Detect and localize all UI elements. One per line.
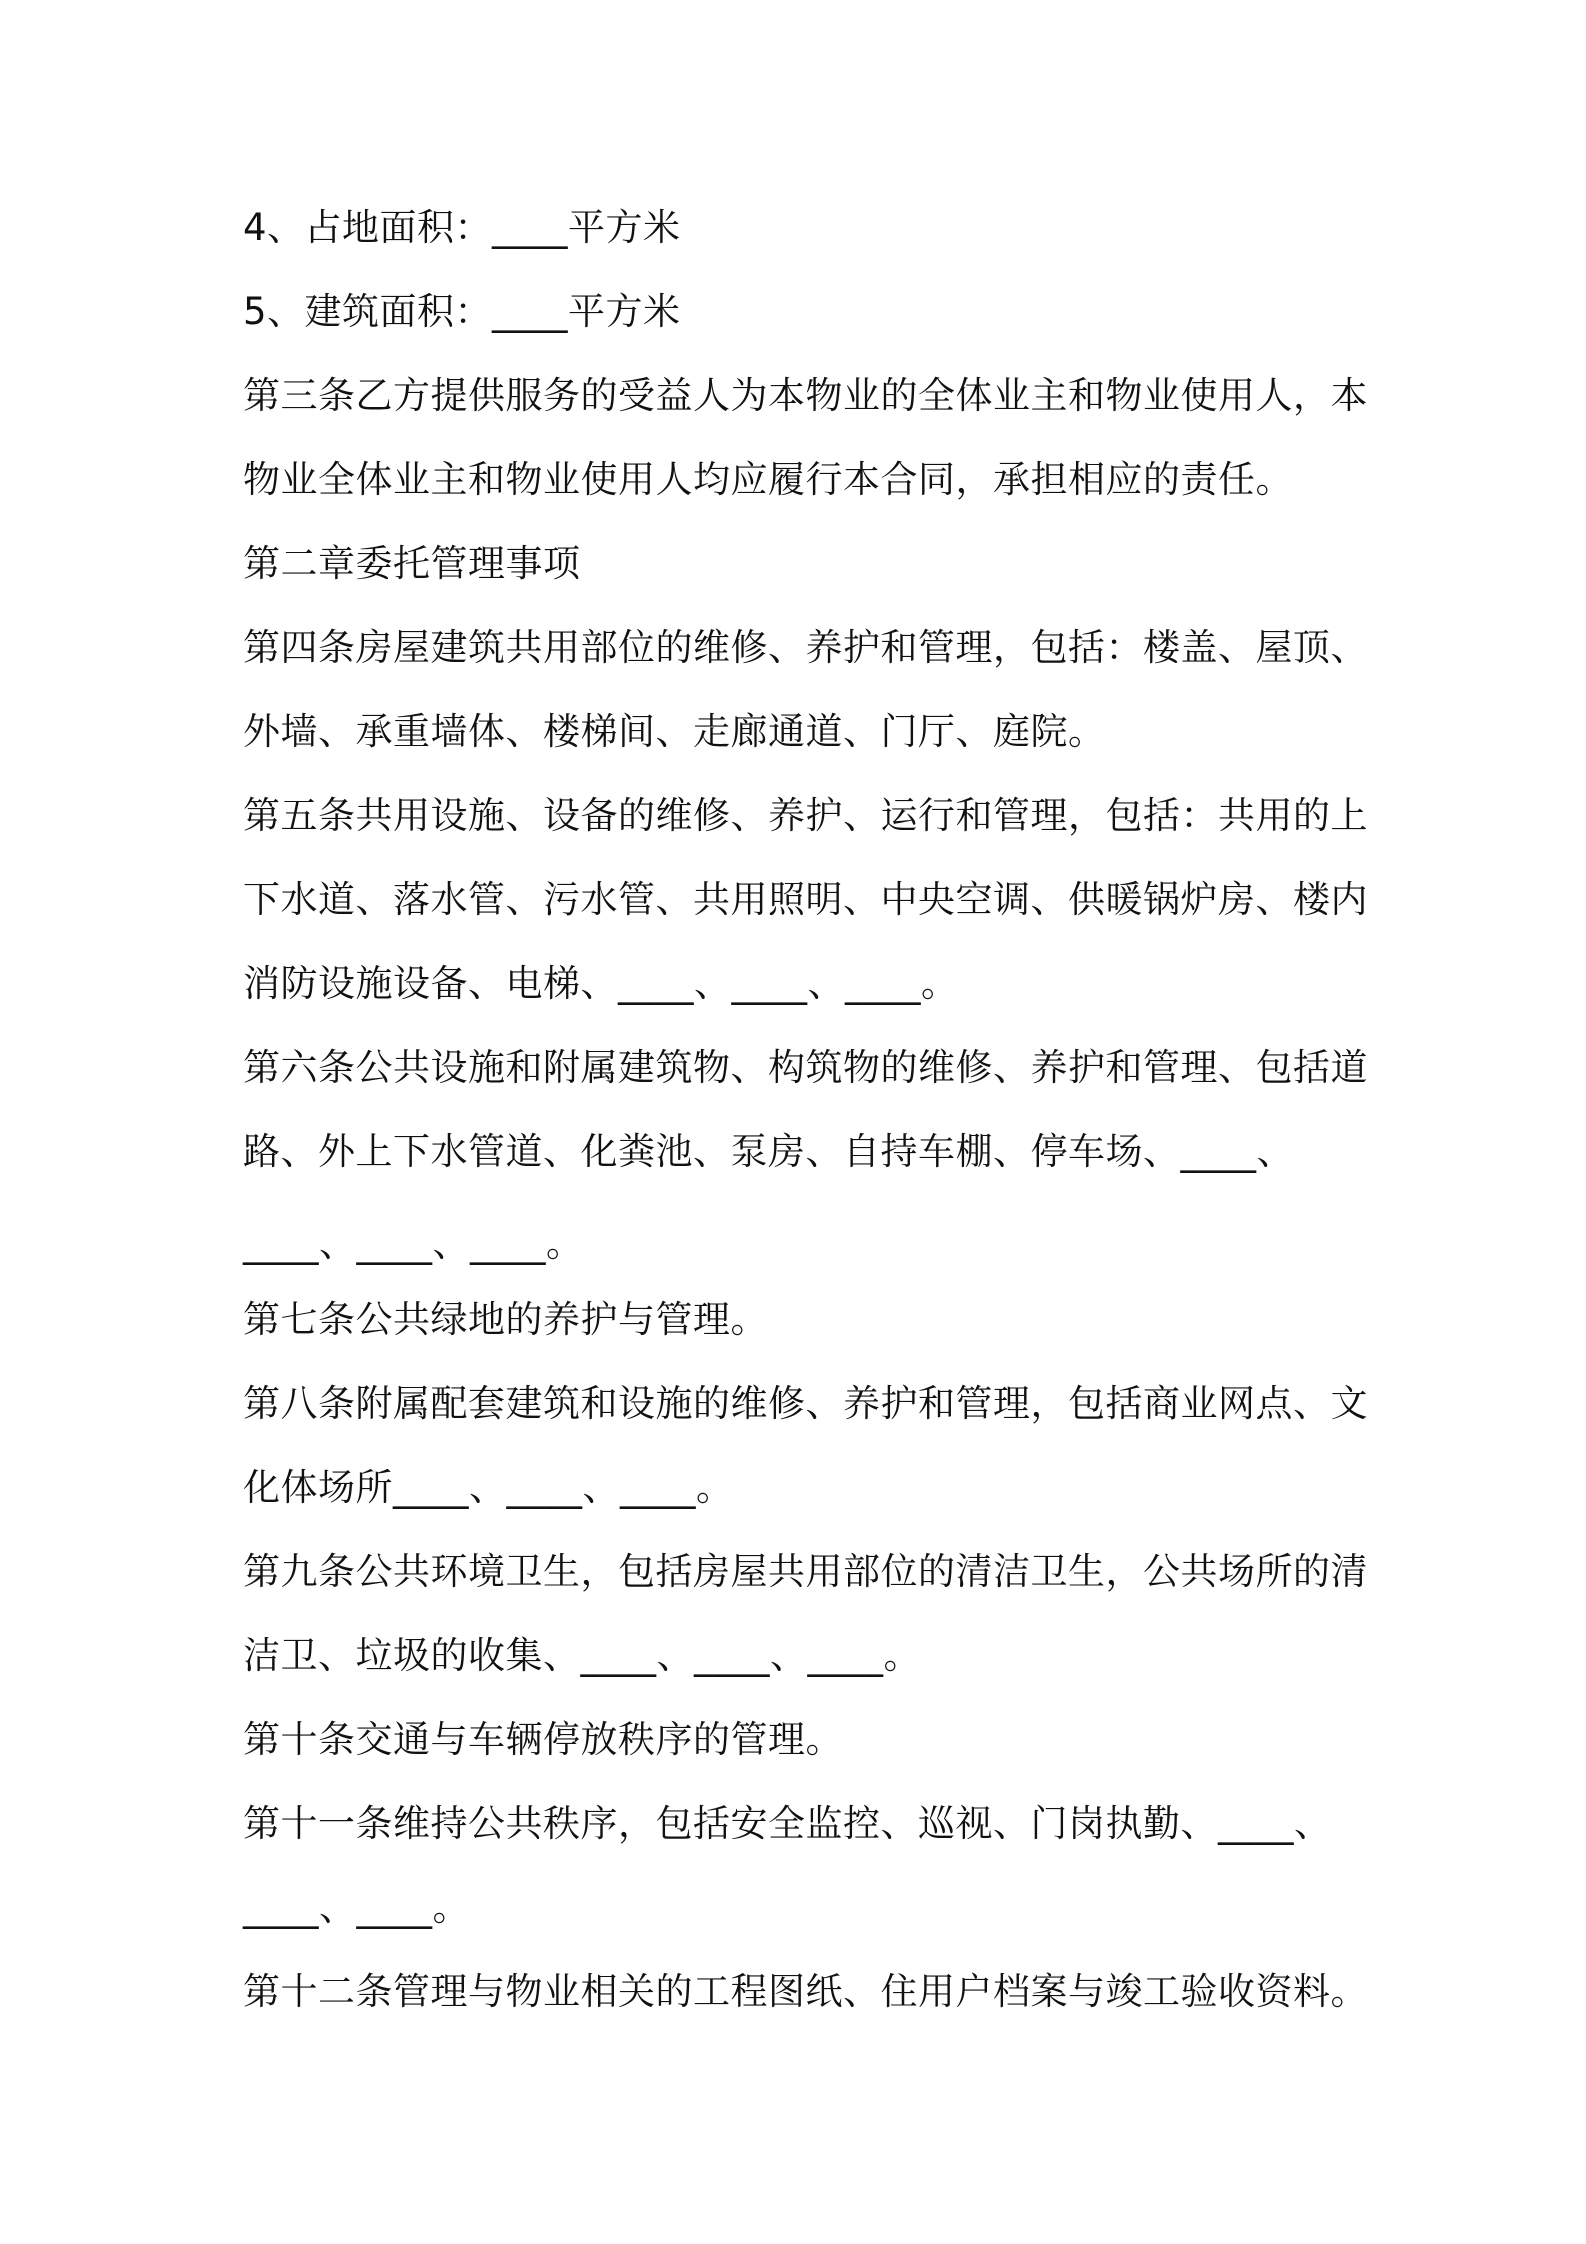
text-line-article-6-a: 第六条公共设施和附属建筑物、构筑物的维修、养护和管理、包括道	[243, 1046, 1368, 1089]
text-line-land-area: 4、占地面积：____平方米	[243, 206, 681, 249]
text-line-article-7: 第七条公共绿地的养护与管理。	[243, 1298, 768, 1341]
text-line-article-8-b: 化体场所____、____、____。	[243, 1466, 734, 1509]
text-line-article-5-b: 下水道、落水管、污水管、共用照明、中央空调、供暖锅炉房、楼内	[243, 878, 1368, 921]
text-line-building-area: 5、建筑面积：____平方米	[243, 290, 681, 333]
text-line-article-5-a: 第五条共用设施、设备的维修、养护、运行和管理，包括：共用的上	[243, 794, 1368, 837]
text-line-article-10: 第十条交通与车辆停放秩序的管理。	[243, 1718, 843, 1761]
text-line-article-4-a: 第四条房屋建筑共用部位的维修、养护和管理，包括：楼盖、屋顶、	[243, 626, 1368, 669]
text-line-article-11-b: ____、____。	[243, 1886, 470, 1929]
text-line-article-6-c: ____、____、____。	[243, 1222, 584, 1265]
text-line-article-9-a: 第九条公共环境卫生，包括房屋共用部位的清洁卫生，公共场所的清	[243, 1550, 1368, 1593]
text-line-article-9-b: 洁卫、垃圾的收集、____、____、____。	[243, 1634, 921, 1677]
text-line-article-3-a: 第三条乙方提供服务的受益人为本物业的全体业主和物业使用人，本	[243, 374, 1368, 417]
text-line-article-5-c: 消防设施设备、电梯、____、____、____。	[243, 962, 959, 1005]
text-line-article-6-b: 路、外上下水管道、化粪池、泵房、自持车棚、停车场、____、	[243, 1130, 1294, 1173]
text-line-article-11-a: 第十一条维持公共秩序，包括安全监控、巡视、门岗执勤、____、	[243, 1802, 1332, 1845]
text-line-article-3-b: 物业全体业主和物业使用人均应履行本合同，承担相应的责任。	[243, 458, 1293, 501]
text-line-article-8-a: 第八条附属配套建筑和设施的维修、养护和管理，包括商业网点、文	[243, 1382, 1368, 1425]
chapter-heading: 第二章委托管理事项	[243, 542, 581, 585]
text-line-article-12: 第十二条管理与物业相关的工程图纸、住用户档案与竣工验收资料。	[243, 1970, 1368, 2013]
text-line-article-4-b: 外墙、承重墙体、楼梯间、走廊通道、门厅、庭院。	[243, 710, 1106, 753]
